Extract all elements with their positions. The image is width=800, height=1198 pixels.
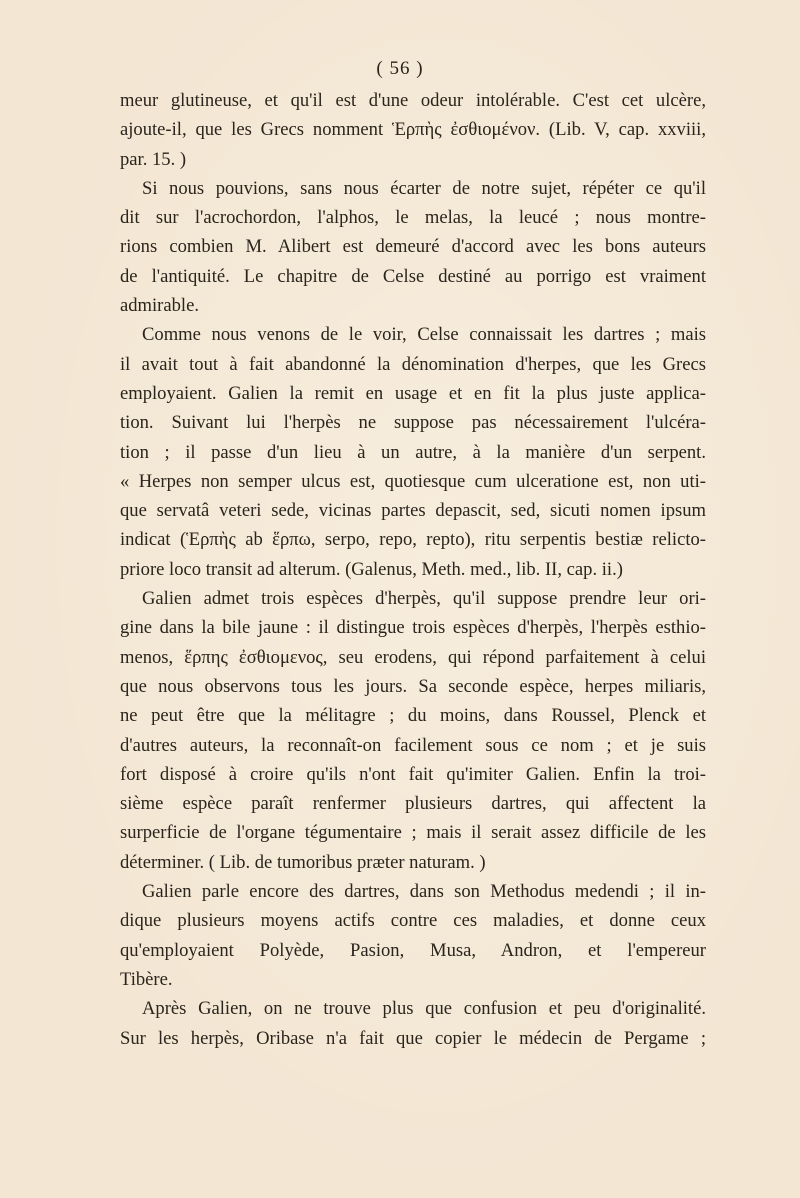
- text-line: surperficie de l'organe tégumentaire ; mais il serait assez difficile de les: [120, 822, 706, 844]
- text-line: par. 15. ): [120, 148, 187, 170]
- text-line: d'autres auteurs, la reconnaît-on facilement sous ce nom ; et je suis: [120, 734, 706, 756]
- text-line: déterminer. ( Lib. de tumoribus præter naturam. ): [120, 851, 486, 873]
- text-line: tion ; il passe d'un lieu à un autre, à la manière d'un serpent.: [120, 441, 706, 463]
- text-line: Tibère.: [120, 968, 173, 990]
- body-text: [120, 86, 706, 1053]
- text-line: dit sur l'acrochordon, l'alphos, le melas, la leucé ; nous montre-: [120, 207, 706, 229]
- text-line: qu'employaient Polyède, Pasion, Musa, Andron, et l'empereur: [120, 939, 706, 961]
- text-line: rions combien M. Alibert est demeuré d'accord avec les bons auteurs: [120, 236, 706, 258]
- text-line: ajoute-il, que les Grecs nomment Ἑρπὴς ἐσθιομένον. (Lib. V, cap. xxviii,: [120, 119, 706, 141]
- text-line: de l'antiquité. Le chapitre de Celse destiné au porrigo est vraiment: [120, 265, 706, 287]
- text-line: que servatâ veteri sede, vicinas partes depascit, sed, sicuti nomen ipsum: [120, 500, 706, 522]
- page-number: ( 56 ): [376, 58, 424, 79]
- text-line: fort disposé à croire qu'ils n'ont fait qu'imiter Galien. Enfin la troi-: [120, 763, 706, 785]
- text-line: Galien parle encore des dartres, dans son Methodus medendi ; il in-: [142, 881, 706, 903]
- text-line: meur glutineuse, et qu'il est d'une odeur intolérable. C'est cet ulcère,: [120, 90, 706, 111]
- text-line: dique plusieurs moyens actifs contre ces maladies, et donne ceux: [120, 910, 706, 932]
- text-line: admirable.: [120, 295, 199, 317]
- text-line: ne peut être que la mélitagre ; du moins, dans Roussel, Plenck et: [120, 705, 706, 727]
- text-line: sième espèce paraît renfermer plusieurs dartres, qui affectent la: [120, 793, 706, 815]
- text-line: employaient. Galien la remit en usage et en fit la plus juste applica-: [120, 382, 706, 404]
- text-line: gine dans la bile jaune : il distingue trois espèces d'herpès, l'herpès esthio-: [120, 617, 706, 639]
- text-line: Après Galien, on ne trouve plus que confusion et peu d'originalité.: [142, 998, 706, 1020]
- text-line: Comme nous venons de le voir, Celse connaissait les dartres ; mais: [142, 324, 706, 346]
- text-line: Si nous pouvions, sans nous écarter de notre sujet, répéter ce qu'il: [142, 177, 706, 199]
- text-line: que nous observons tous les jours. Sa seconde espèce, herpes miliaris,: [120, 675, 706, 697]
- text-line: « Herpes non semper ulcus est, quotiesque cum ulceratione est, non uti-: [120, 470, 706, 492]
- text-line: tion. Suivant lui l'herpès ne suppose pas nécessairement l'ulcéra-: [120, 412, 706, 434]
- text-line: menos, ἕρπης ἐσθιομενος, seu erodens, qui répond parfaitement à celui: [120, 646, 706, 668]
- text-line: Galien admet trois espèces d'herpès, qu'il suppose prendre leur ori-: [142, 588, 706, 610]
- text-line: indicat (Ἑρπὴς ab ἕρπω, serpo, repo, repto), ritu serpentis bestiæ relicto-: [120, 529, 706, 551]
- text-line: priore loco transit ad alterum. (Galenus, Meth. med., lib. II, cap. ii.): [120, 558, 623, 580]
- text-line: il avait tout à fait abandonné la dénomination d'herpes, que les Grecs: [120, 353, 706, 375]
- text-line: Sur les herpès, Oribase n'a fait que copier le médecin de Pergame ;: [120, 1027, 706, 1049]
